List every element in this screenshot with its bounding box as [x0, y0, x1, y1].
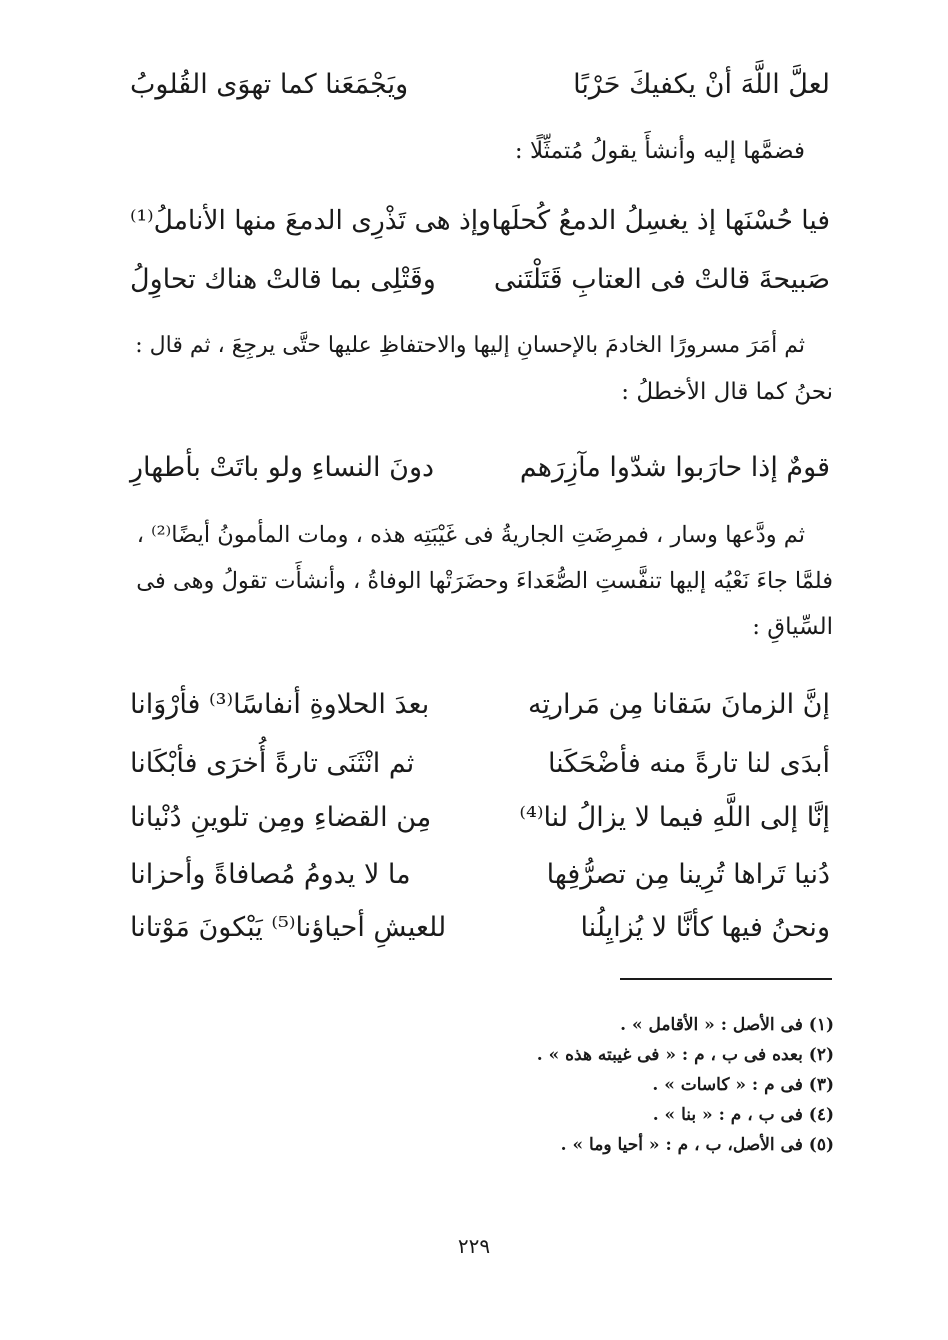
- verse-1-first-hemistich: لعلَّ اللَّهَ أنْ يكفيكَ حَرْبًا: [573, 68, 830, 100]
- verse-6-first-hemistich: أبدَى لنا تارةً منه فأضْحَكَنا: [547, 747, 830, 779]
- verse-line-7: [130, 793, 830, 841]
- verse-8-first-hemistich: دُنيا تَراها تُرِينا مِن تصرُّفِها: [546, 858, 830, 890]
- verse-1-second-hemistich: ويَجْمَعَنا كما تهوَى القُلوبُ: [130, 68, 409, 100]
- prose-paragraph-1: [128, 128, 833, 174]
- verse-4-first-hemistich: قومٌ إذا حارَبوا شدّوا مآزِرَهم: [519, 451, 830, 483]
- prose-3-line-1: ثم ودَّعها وسار ، فمرِضَتِ الجاريةُ فى غَيْبَتِه هذه ، ومات المأمونُ أيضًا⁽²⁾ ،: [136, 522, 805, 548]
- verse-5-first-hemistich: إنَّ الزمانَ سَقانا مِن مَرارتِه: [528, 688, 830, 720]
- verse-3-second-hemistich: وقَتْلِى بما قالتْ هناك تحاوِلُ: [130, 263, 436, 295]
- verse-9-second-hemistich: للعيشِ أحياؤنا⁽⁵⁾ يَبْكونَ مَوْتانا: [130, 911, 447, 943]
- verse-line-8: [130, 850, 830, 898]
- verse-2-second-hemistich: وإذ هى تَذْرِى الدمعَ منها الأناملُ⁽¹⁾: [130, 204, 491, 236]
- verse-9-first-hemistich: ونحنُ فيها كأنَّا لا يُزايِلُنا: [580, 911, 830, 943]
- verse-line-3: [130, 255, 830, 303]
- prose-3-line-3: السِّياقِ :: [752, 614, 833, 640]
- footnote-1: (١) فى الأصل : « الأقامل » .: [620, 1015, 834, 1035]
- verse-line-6: [130, 739, 830, 787]
- prose-1-line-1: فضمَّها إليه وأنشأَ يقولُ مُتمثِّلًا :: [514, 138, 805, 164]
- footnote-separator: [620, 978, 832, 980]
- prose-2-line-2: نحنُ كما قال الأخطلُ :: [621, 379, 833, 405]
- verse-6-second-hemistich: ثم انْثَنَى تارةً أُخرَى فأبْكَانا: [130, 747, 415, 779]
- verse-line-1: [130, 60, 830, 108]
- footnote-5: (٥) فى الأصل، ب ، م : « أحيا وما » .: [560, 1135, 834, 1155]
- verse-line-2: [130, 196, 830, 244]
- verse-8-second-hemistich: ما لا يدومُ مُصافاةً وأحزانا: [130, 858, 411, 890]
- prose-paragraph-3: [128, 512, 833, 650]
- verse-line-9: [130, 903, 830, 951]
- verse-5-second-hemistich: بعدَ الحلاوةِ أنفاسًا⁽³⁾ فأرْوَانا: [130, 688, 430, 720]
- verse-line-4: [130, 443, 830, 491]
- verse-3-first-hemistich: صَبيحةَ قالتْ فى العتابِ قَتَلْتَنى: [493, 263, 830, 295]
- verse-7-first-hemistich: إنَّا إلى اللَّهِ فيما لا يزالُ لنا⁽⁴⁾: [519, 801, 830, 833]
- footnotes: [334, 1010, 834, 1160]
- verse-7-second-hemistich: مِن القضاءِ ومِن تلوينِ دُنْيانا: [130, 801, 432, 833]
- verse-2-first-hemistich: فيا حُسْنَها إذ يغسِلُ الدمعُ كُحلَها: [491, 204, 830, 236]
- verse-4-second-hemistich: دونَ النساءِ ولو باتَتْ بأطهارِ: [130, 451, 435, 483]
- footnote-3: (٣) فى م : « كاسات » .: [652, 1075, 834, 1095]
- prose-3-line-2: فلمَّا جاءَ نَعْيُه إليها تنفَّستِ الصُّعَداءَ وحضَرَتْها الوفاةُ ، وأنشأَت تقولُ وهى فى: [136, 568, 833, 594]
- prose-paragraph-2: [128, 323, 833, 415]
- footnote-4: (٤) فى ب ، م : « بنا » .: [652, 1105, 834, 1125]
- page-number: ٢٢٩: [457, 1234, 491, 1258]
- verse-line-5: [130, 680, 830, 728]
- footnote-2: (٢) بعده فى ب ، م : « فى غيبته هذه » .: [536, 1045, 834, 1065]
- prose-2-line-1: ثم أمَرَ مسرورًا الخادمَ بالإحسانِ إليها والاحتفاظِ عليها حتَّى يرجِعَ ، ثم قال :: [135, 333, 805, 358]
